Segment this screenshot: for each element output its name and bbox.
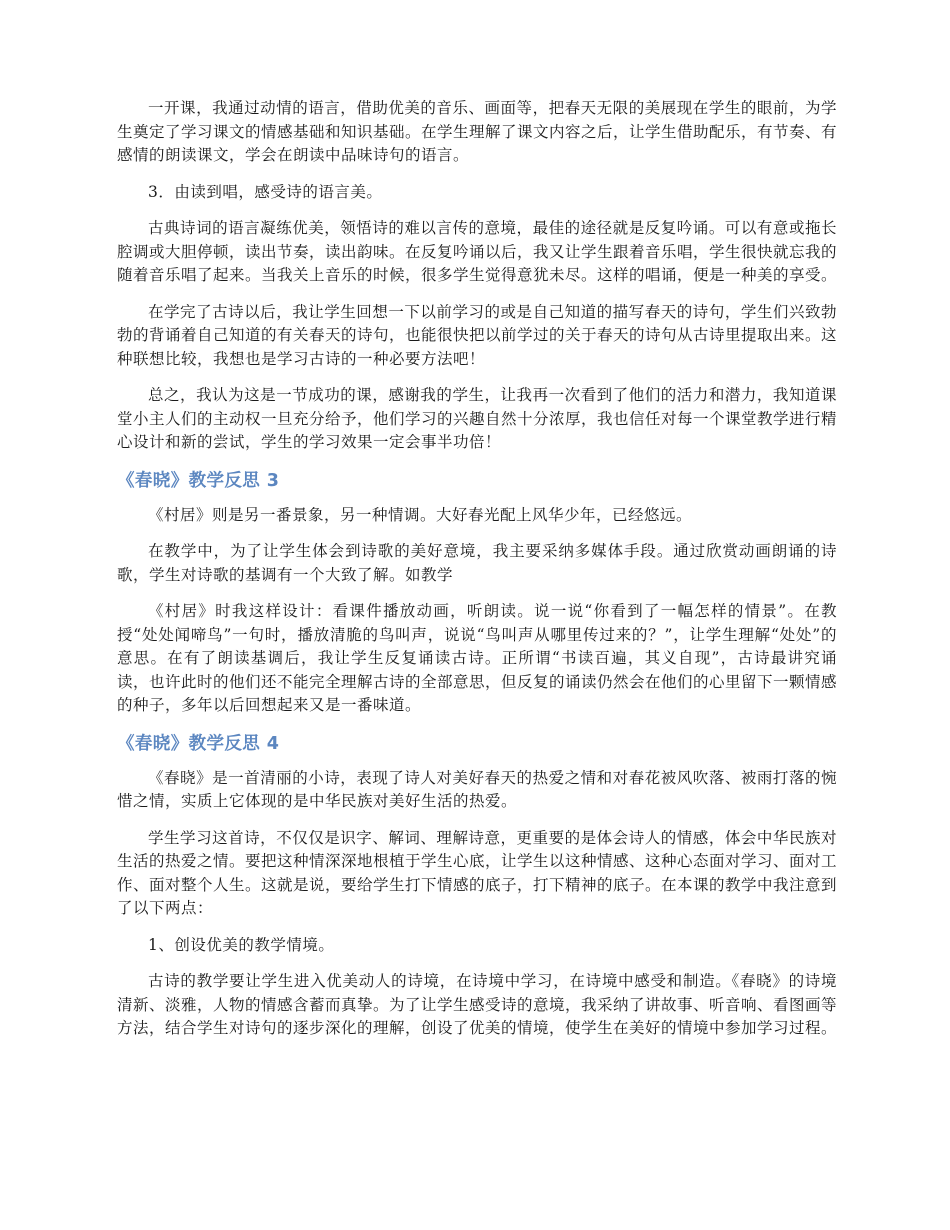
body-paragraph: 在学完了古诗以后，我让学生回想一下以前学习的或是自己知道的描写春天的诗句，学生们兴致勃勃的背诵着自己知道的有关春天的诗句，也能很快把以前学过的关于春天的诗句从古诗里提取出来。这种联想比较，我想也是学习古诗的一种必要方法吧！: [117, 302, 838, 368]
body-paragraph: 总之，我认为这是一节成功的课，感谢我的学生，让我再一次看到了他们的活力和潜力，我知道课堂小主人们的主动权一旦充分给予，他们学习的兴趣自然十分浓厚，我也信任对每一个课堂教学进行精心设计和新的尝试，学生的学习效果一定会事半功倍！: [117, 386, 838, 451]
body-paragraph: 1、创设优美的教学情境。: [148, 935, 335, 954]
body-paragraph: 《村居》则是另一番景象，另一种情调。大好春光配上风华少年，已经悠远。: [148, 505, 693, 524]
section-heading-3: 《春晓》教学反思 3: [117, 470, 280, 491]
body-paragraph: 《村居》时我这样设计：看课件播放动画，听朗读。说一说“你看到了一幅怎样的情景”。在教授“处处闻啼鸟”一句时，播放清脆的鸟叫声，说说“鸟叫声从哪里传过来的？”，让学生理解“处处”的意思。在有了朗读基调后，我让学生反复诵读古诗。正所谓“书读百遍，其义自现”，古诗最讲究诵读，也许此时的他们还不能完全理解古诗的全部意思，但反复的诵读仍然会在他们的心里留下一颗情感的种子，多年以后回想起来又是一番味道。: [117, 602, 838, 714]
section-heading-4: 《春晓》教学反思 4: [117, 733, 280, 754]
body-paragraph: 在教学中，为了让学生体会到诗歌的美好意境，我主要采纳多媒体手段。通过欣赏动画朗诵的诗歌，学生对诗歌的基调有一个大致了解。如教学: [117, 542, 837, 584]
body-paragraph: 《春晓》是一首清丽的小诗，表现了诗人对美好春天的热爱之情和对春花被风吹落、被雨打落的惋惜之情，实质上它体现的是中华民族对美好生活的热爱。: [117, 768, 837, 810]
body-paragraph: 学生学习这首诗，不仅仅是识字、解词、理解诗意，更重要的是体会诗人的情感，体会中华民族对生活的热爱之情。要把这种情深深地根植于学生心底，让学生以这种情感、这种心态面对学习、面对工作、面对整个人生。这就是说，要给学生打下情感的底子，打下精神的底子。在本课的教学中我注意到了以下两点：: [117, 828, 838, 917]
body-paragraph: 3．由读到唱，感受诗的语言美。: [148, 182, 383, 201]
body-paragraph: 古诗的教学要让学生进入优美动人的诗境，在诗境中学习，在诗境中感受和制造。《春晓》的诗境清新、淡雅，人物的情感含蓄而真挚。为了让学生感受诗的意境，我采纳了讲故事、听音响、看图画等方法，结合学生对诗句的逐步深化的理解，创设了优美的情境，使学生在美好的情境中参加学习过程。: [117, 972, 838, 1037]
body-paragraph: 一开课，我通过动情的语言，借助优美的音乐、画面等，把春天无限的美展现在学生的眼前，为学生奠定了学习课文的情感基础和知识基础。在学生理解了课文内容之后，让学生借助配乐，有节奏、有感情的朗读课文，学会在朗读中品味诗句的语言。: [117, 99, 838, 164]
body-paragraph: 古典诗词的语言凝练优美，领悟诗的难以言传的意境，最佳的途径就是反复吟诵。可以有意或拖长腔调或大胆停顿，读出节奏，读出韵味。在反复吟诵以后，我又让学生跟着音乐唱，学生很快就忘我的随着音乐唱了起来。当我关上音乐的时候，很多学生觉得意犹未尽。这样的唱诵，便是一种美的享受。: [117, 219, 838, 284]
document-page: [117, 97, 837, 1054]
